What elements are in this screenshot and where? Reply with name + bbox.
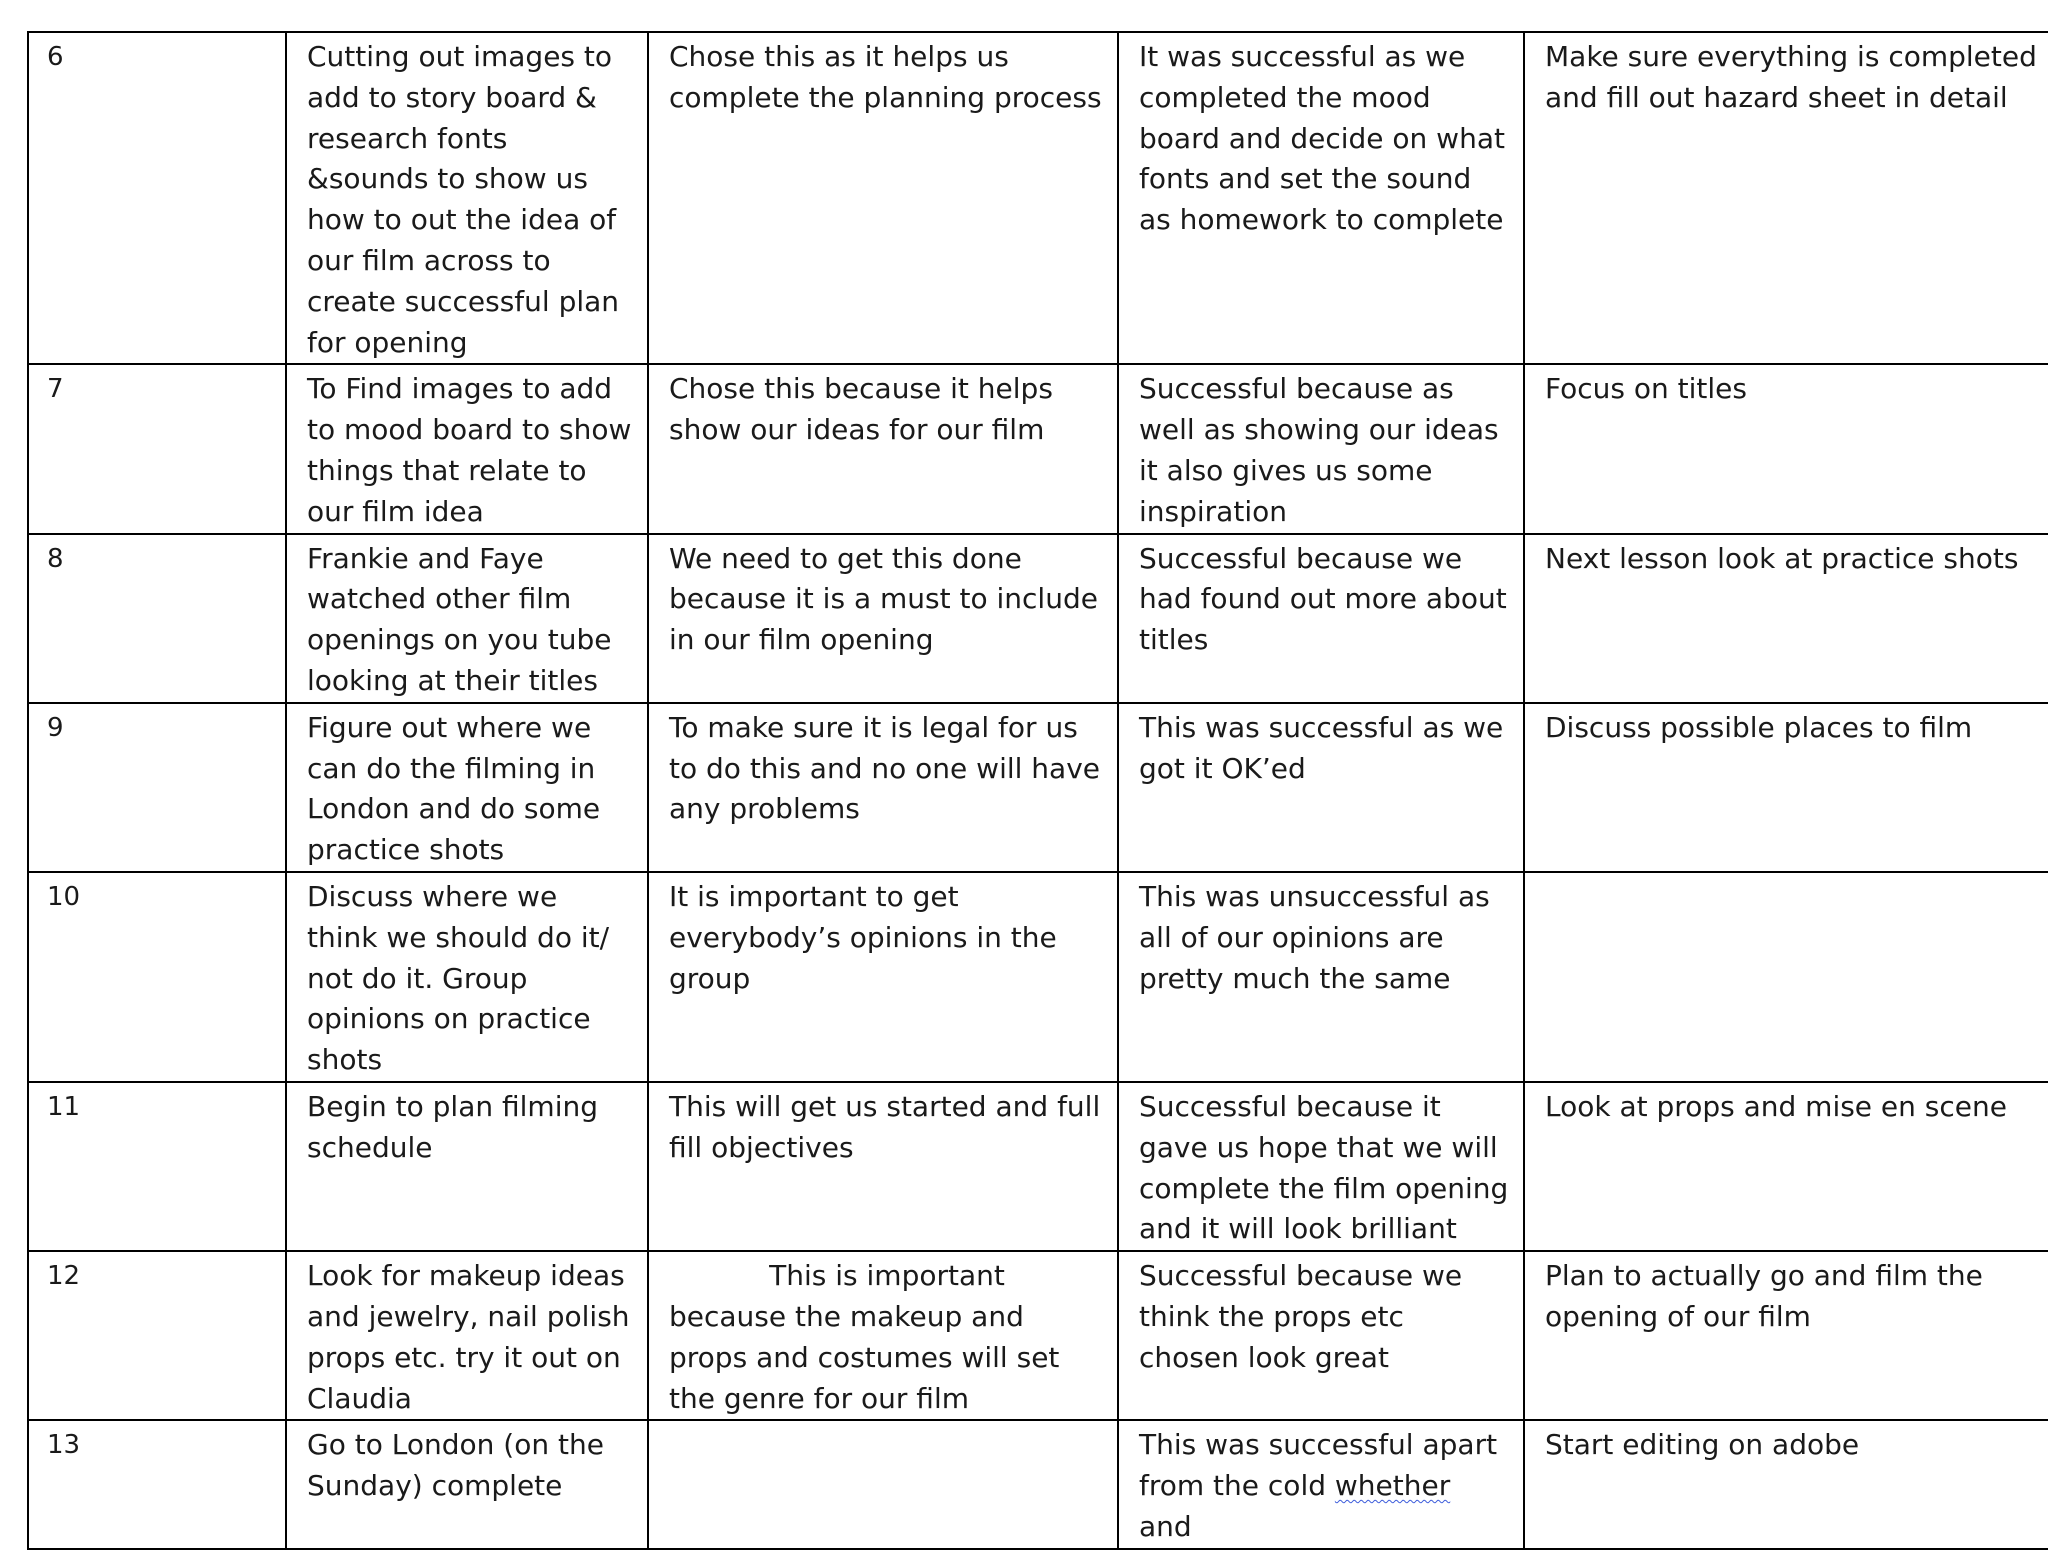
- reason-cell: We need to get this done because it is a must to include in our film opening: [648, 534, 1118, 703]
- table-row: [28, 1251, 2048, 1420]
- session-number: 10: [28, 872, 286, 1082]
- table-row: [28, 872, 2048, 1082]
- next-steps-cell: Discuss possible places to film: [1524, 703, 2048, 872]
- activity-cell: Figure out where we can do the filming in London and do some practice shots: [286, 703, 648, 872]
- next-steps-cell: Make sure everything is completed and fill out hazard sheet in detail: [1524, 32, 2048, 364]
- reason-cell: To make sure it is legal for us to do this and no one will have any problems: [648, 703, 1118, 872]
- table-row: [28, 1082, 2048, 1251]
- table-row: [28, 703, 2048, 872]
- reason-cell: This is important because the makeup and props and costumes will set the genre for our film: [648, 1251, 1118, 1420]
- next-steps-cell: Start editing on adobe: [1524, 1420, 2048, 1548]
- reason-cell: It is important to get everybody’s opinions in the group: [648, 872, 1118, 1082]
- session-number: 11: [28, 1082, 286, 1251]
- session-number: 13: [28, 1420, 286, 1548]
- session-number: 7: [28, 364, 286, 533]
- reason-centered-line: This is important: [769, 1259, 1005, 1293]
- activity-cell: Discuss where we think we should do it/ not do it. Group opinions on practice shots: [286, 872, 648, 1082]
- next-steps-cell: Next lesson look at practice shots: [1524, 534, 2048, 703]
- next-steps-cell: Focus on titles: [1524, 364, 2048, 533]
- activity-cell: Frankie and Faye watched other film openings on you tube looking at their titles: [286, 534, 648, 703]
- evaluation-cell: Successful because we think the props etc chosen look great: [1118, 1251, 1524, 1420]
- evaluation-cell: This was unsuccessful as all of our opinions are pretty much the same: [1118, 872, 1524, 1082]
- activity-cell: Cutting out images to add to story board & research fonts &sounds to show us how to out the idea of our film across to create successful plan for opening: [286, 32, 648, 364]
- next-steps-cell: Plan to actually go and film the opening of our film: [1524, 1251, 2048, 1420]
- evaluation-cell: This was successful apart from the cold whether and: [1118, 1420, 1524, 1548]
- evaluation-cell: Successful because as well as showing our ideas it also gives us some inspiration: [1118, 364, 1524, 533]
- activity-cell: Go to London (on the Sunday) complete: [286, 1420, 648, 1548]
- table-row: [28, 364, 2048, 533]
- activity-cell: Begin to plan filming schedule: [286, 1082, 648, 1251]
- reason-cell: Chose this because it helps show our ideas for our film: [648, 364, 1118, 533]
- table-row: [28, 1420, 2048, 1548]
- session-number: 6: [28, 32, 286, 364]
- next-steps-cell: Look at props and mise en scene: [1524, 1082, 2048, 1251]
- spelling-error-underline: whether: [1334, 1469, 1451, 1503]
- activity-cell: To Find images to add to mood board to show things that relate to our film idea: [286, 364, 648, 533]
- session-number: 8: [28, 534, 286, 703]
- session-number: 12: [28, 1251, 286, 1420]
- table-row: [28, 32, 2048, 364]
- reason-cell: [648, 1420, 1118, 1548]
- evaluation-cell: This was successful as we got it OK’ed: [1118, 703, 1524, 872]
- evaluation-cell: It was successful as we completed the mood board and decide on what fonts and set the sound as homework to complete: [1118, 32, 1524, 364]
- reason-cell: Chose this as it helps us complete the planning process: [648, 32, 1118, 364]
- activity-cell: Look for makeup ideas and jewelry, nail polish props etc. try it out on Claudia: [286, 1251, 648, 1420]
- evaluation-cell: Successful because we had found out more about titles: [1118, 534, 1524, 703]
- planning-log-table: [27, 31, 2048, 1550]
- table-row: [28, 534, 2048, 703]
- evaluation-cell: Successful because it gave us hope that we will complete the film opening and it will look brilliant: [1118, 1082, 1524, 1251]
- next-steps-cell: [1524, 872, 2048, 1082]
- session-number: 9: [28, 703, 286, 872]
- reason-cell: This will get us started and full fill objectives: [648, 1082, 1118, 1251]
